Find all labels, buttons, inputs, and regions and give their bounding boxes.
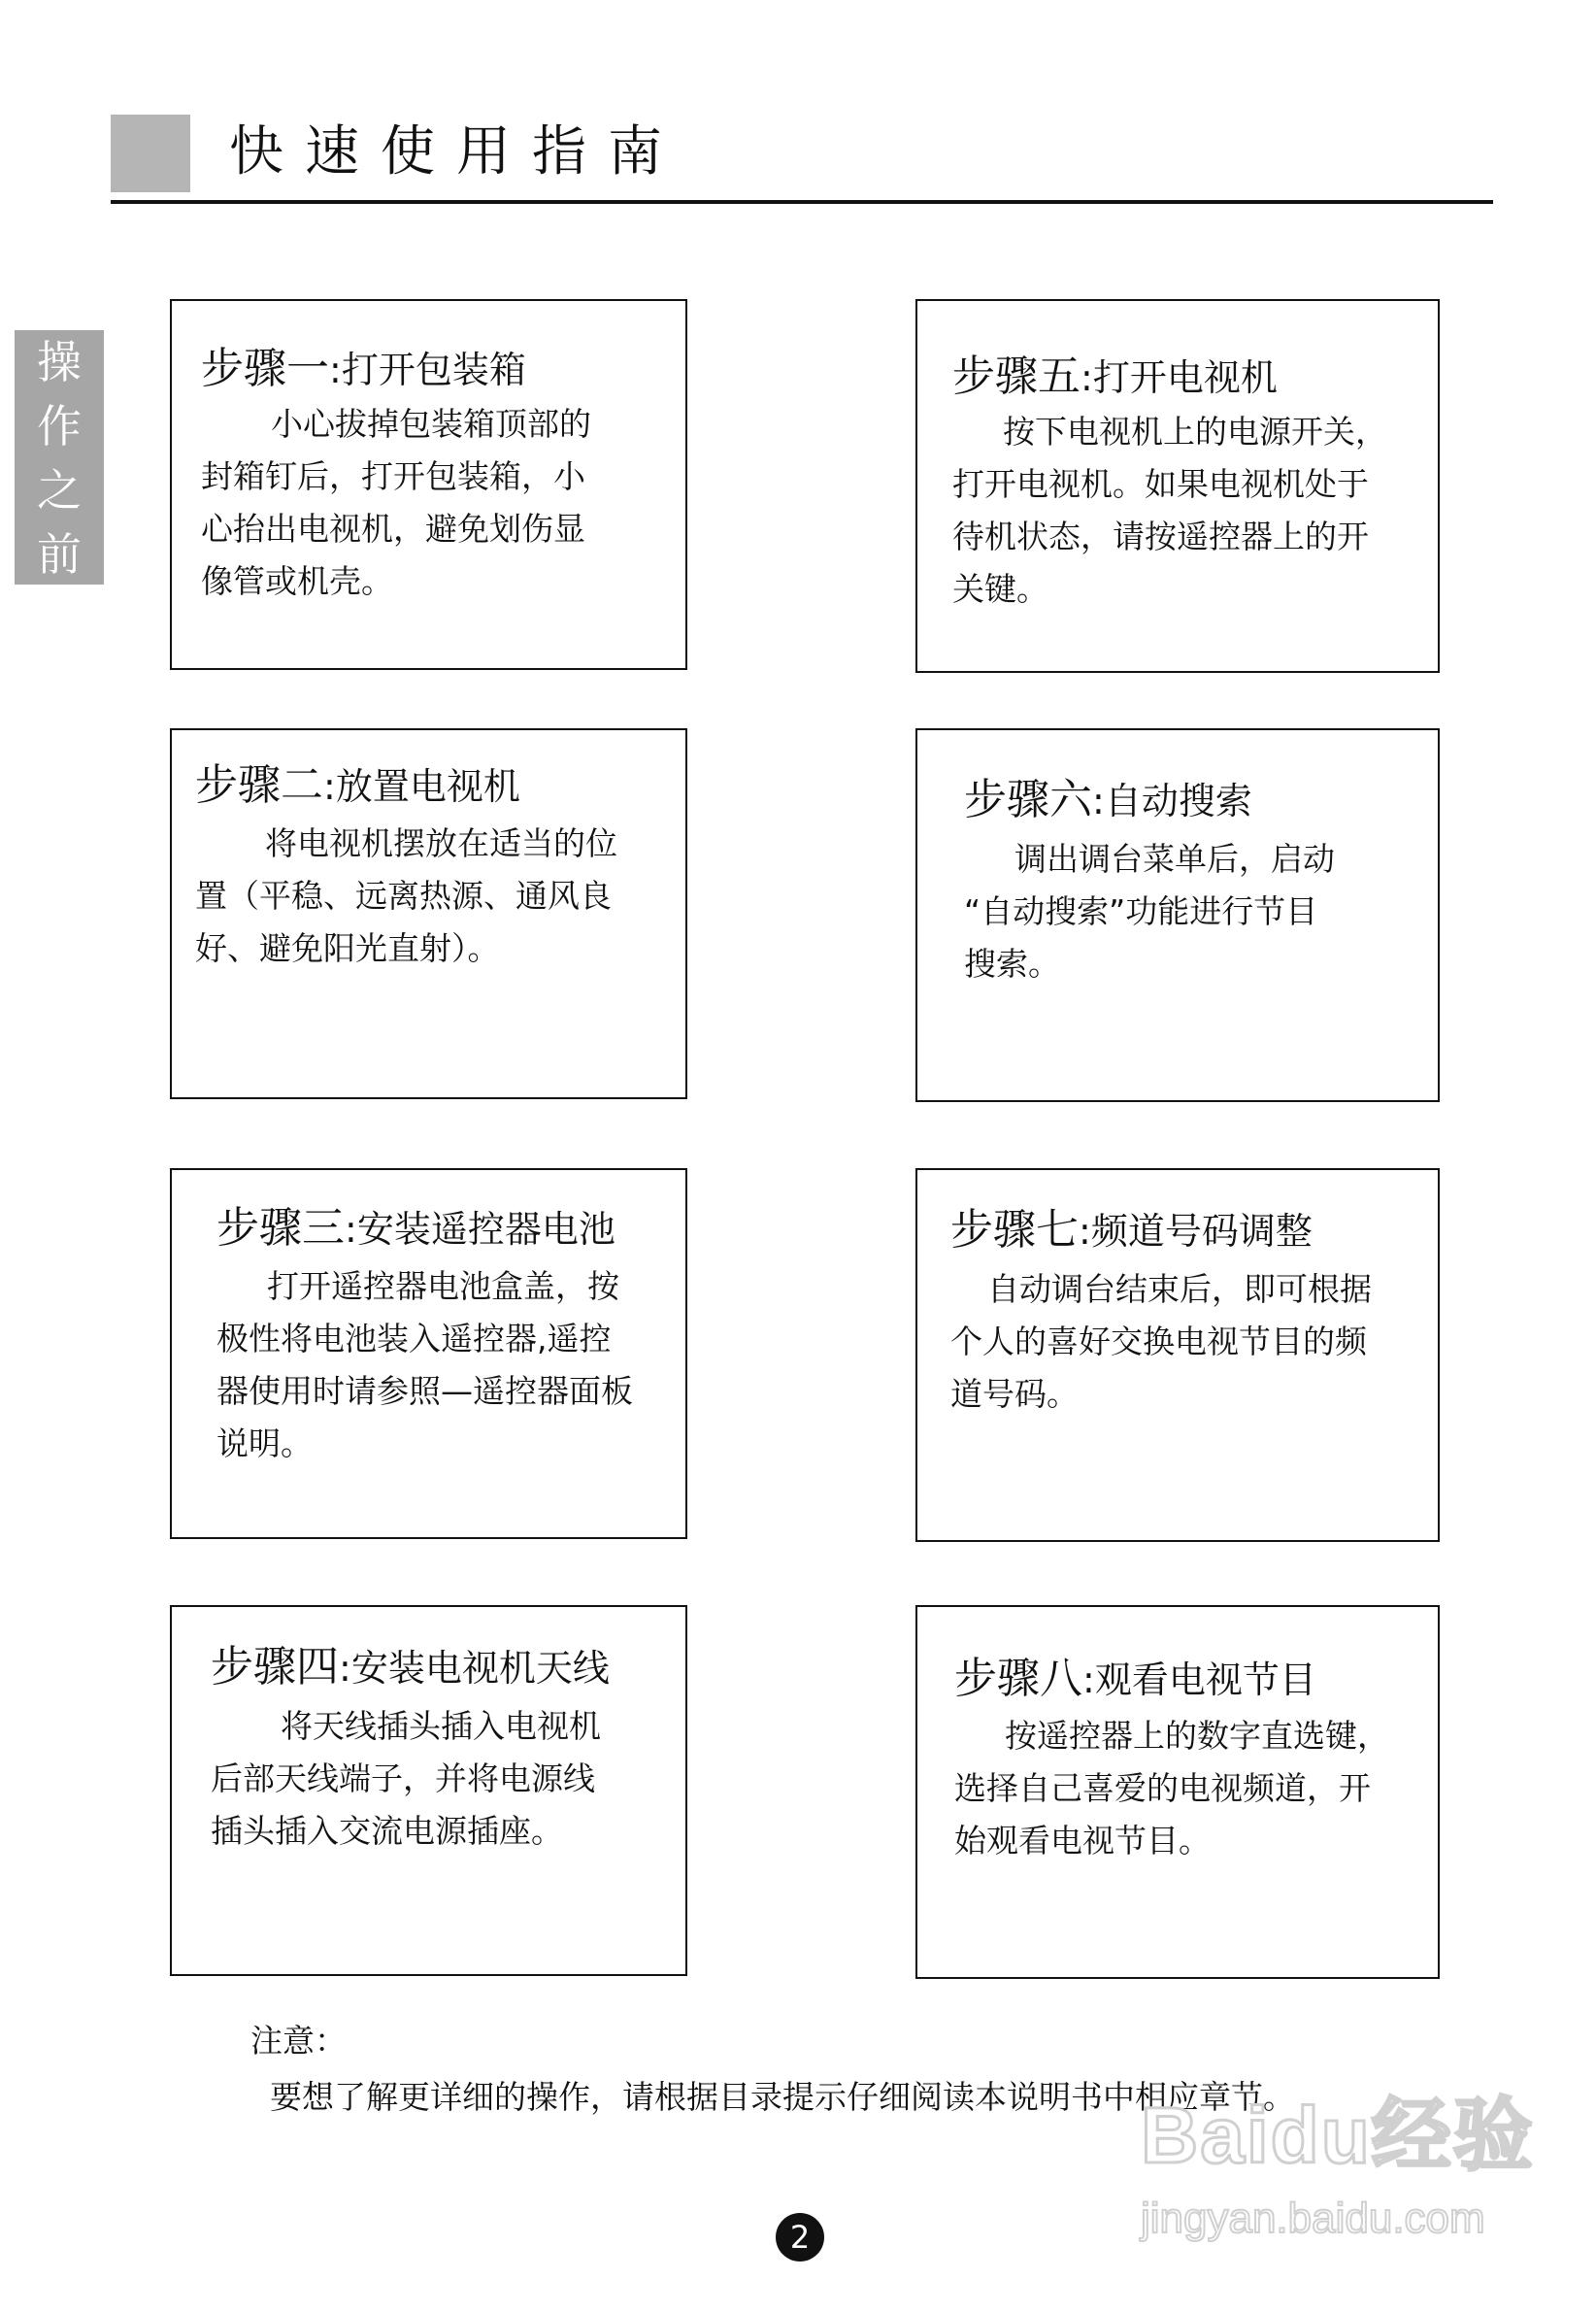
step-line: 自动调台结束后，即可根据	[987, 1270, 1372, 1308]
step-line: 极性将电池装入遥控器,遥控	[216, 1320, 612, 1357]
step-title: 步骤五:打开电视机	[952, 352, 1278, 401]
watermark-logo-text: Baidu经验	[1141, 2092, 1535, 2180]
step-title: 步骤一:打开包装箱	[201, 344, 526, 393]
step-number: 步骤八	[954, 1654, 1082, 1703]
step-number: 步骤一	[201, 344, 329, 393]
step-line: 打开遥控器电池盒盖，按	[267, 1267, 619, 1305]
step-body	[211, 1700, 601, 1858]
note-text: 要想了解更详细的操作，请根据目录提示仔细阅读本说明书中相应章节。	[270, 2078, 1295, 2116]
step-line: 器使用时请参照—遥控器面板	[216, 1372, 633, 1410]
step-line: 按下电视机上的电源开关，	[1003, 413, 1387, 451]
step-body	[952, 406, 1387, 616]
header-rule	[111, 200, 1493, 204]
step-line: 置（平稳、远离热源、通风良	[195, 877, 612, 915]
step-title: 步骤二:放置电视机	[195, 760, 520, 810]
step-name: 频道号码调整	[1090, 1210, 1313, 1253]
page-title: 快速使用指南	[229, 120, 683, 184]
note-label: 注意：	[250, 2022, 347, 2060]
step-line: 调出调台菜单后，启动	[1014, 840, 1335, 878]
step-name: 安装遥控器电池	[356, 1208, 615, 1251]
step-line: 关键。	[952, 570, 1048, 608]
step-number: 步骤七	[950, 1205, 1079, 1255]
step-body	[950, 1263, 1372, 1421]
step-box-8	[915, 1605, 1440, 1979]
side-tab-char: 作	[37, 400, 82, 452]
step-body	[195, 818, 617, 975]
step-box-7	[915, 1168, 1440, 1542]
step-body	[964, 833, 1335, 990]
page-number: 2	[776, 2213, 824, 2262]
step-title: 步骤六:自动搜索	[964, 775, 1252, 824]
step-line: 将电视机摆放在适当的位	[265, 824, 617, 862]
side-section-tab	[15, 330, 104, 585]
step-box-3	[170, 1168, 687, 1539]
step-number: 步骤六	[964, 775, 1092, 824]
step-title: 步骤七:频道号码调整	[950, 1205, 1313, 1255]
step-line: 像管或机壳。	[201, 562, 393, 600]
step-body	[954, 1710, 1389, 1867]
step-box-6	[915, 728, 1440, 1102]
step-line: 后部天线端子，并将电源线	[211, 1759, 595, 1797]
step-name: 打开电视机	[1092, 356, 1278, 399]
side-tab-char: 之	[37, 464, 82, 517]
step-name: 放置电视机	[335, 765, 520, 808]
step-box-2	[170, 728, 687, 1099]
step-box-4	[170, 1605, 687, 1976]
watermark-url: jingyan.baidu.com	[1141, 2195, 1485, 2242]
step-line: 按遥控器上的数字直选键，	[1005, 1717, 1389, 1755]
step-line: 选择自己喜爱的电视频道，开	[954, 1769, 1371, 1807]
step-number: 步骤二	[195, 760, 323, 810]
step-body	[216, 1260, 633, 1470]
step-title: 步骤八:观看电视节目	[954, 1654, 1316, 1703]
step-line: 待机状态，请按遥控器上的开	[952, 518, 1369, 555]
step-line: 道号码。	[950, 1375, 1079, 1413]
step-line: “自动搜索”功能进行节目	[964, 892, 1318, 930]
step-body	[201, 398, 591, 608]
step-title: 步骤四:安装电视机天线	[211, 1642, 610, 1692]
step-box-1	[170, 299, 687, 670]
step-line: 打开电视机。如果电视机处于	[952, 465, 1369, 503]
step-name: 观看电视节目	[1094, 1659, 1316, 1701]
step-line: 说明。	[216, 1424, 313, 1462]
step-name: 自动搜索	[1104, 780, 1252, 822]
step-line: 封箱钉后，打开包装箱，小	[201, 457, 585, 495]
side-tab-char: 操	[37, 336, 82, 388]
step-name: 安装电视机天线	[350, 1647, 610, 1690]
step-number: 步骤四	[211, 1642, 339, 1692]
step-name: 打开包装箱	[341, 349, 526, 391]
step-number: 步骤五	[952, 352, 1081, 401]
step-line: 将天线插头插入电视机	[281, 1707, 601, 1745]
step-line: 始观看电视节目。	[954, 1822, 1211, 1860]
side-tab-char: 前	[37, 528, 82, 581]
step-line: 搜索。	[964, 945, 1060, 983]
baidu-jingyan-watermark	[1141, 2088, 1568, 2253]
step-line: 小心拔掉包装箱顶部的	[271, 405, 591, 443]
step-title: 步骤三:安装遥控器电池	[216, 1203, 615, 1253]
step-number: 步骤三	[216, 1203, 345, 1253]
step-box-5	[915, 299, 1440, 673]
header-gray-block	[111, 115, 190, 192]
step-line: 插头插入交流电源插座。	[211, 1812, 563, 1850]
step-line: 心抬出电视机，避免划伤显	[201, 510, 585, 548]
step-line: 个人的喜好交换电视节目的频	[950, 1323, 1367, 1360]
step-line: 好、避免阳光直射）。	[195, 929, 500, 967]
